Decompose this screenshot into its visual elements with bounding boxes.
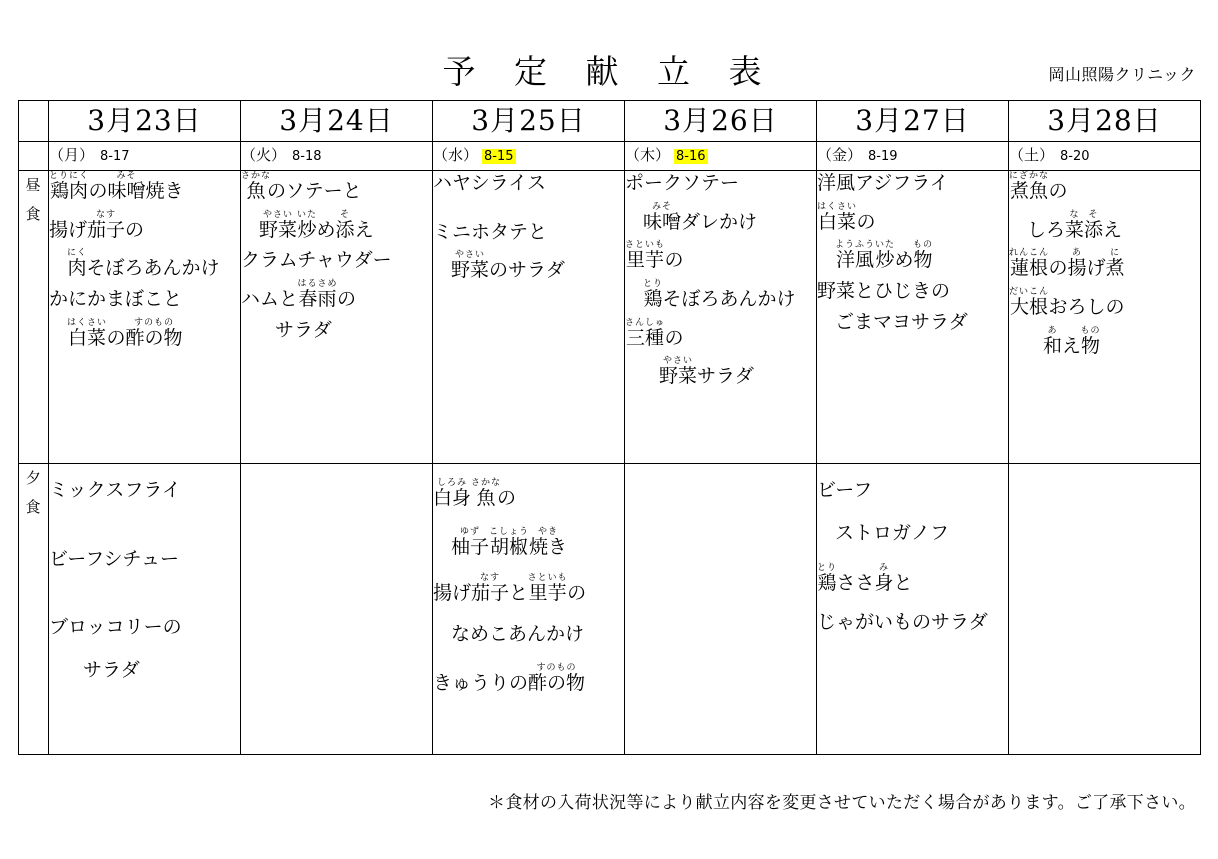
dish-item: 三種さんしゅの: [625, 317, 684, 349]
dish-item: 洋風アジフライ: [817, 172, 949, 194]
menu-table: [18, 100, 1201, 755]
dish-item: ハヤシライス: [433, 172, 547, 194]
corner-cell-2: [19, 142, 49, 171]
dish-item: ミックスフライ: [49, 479, 181, 501]
date-header-4: 3月27日: [817, 101, 1009, 142]
dish-item: 煮魚にざかなの: [1009, 171, 1068, 202]
dish-item: ブロッコリーの: [49, 616, 182, 639]
dish-item: 大根だいこんおろしの: [1009, 287, 1125, 319]
dish-item: 野菜やさい炒いため添そえ: [259, 209, 374, 241]
dow-label-3: （木）: [625, 146, 671, 164]
meal-label-lunch-1: 昼: [25, 176, 42, 194]
dow-cell-3: [625, 142, 817, 171]
dish-item: ビーフシチュー: [49, 547, 179, 570]
dow-cell-0: [49, 142, 241, 171]
dinner-cell-2: [433, 464, 625, 755]
lunch-cell-2: [433, 171, 625, 464]
dish-item: ポークソテー: [625, 172, 740, 194]
dow-label-2: （水）: [433, 146, 479, 164]
dish-item: ごまマヨサラダ: [835, 310, 968, 333]
dinner-cell-4: [817, 464, 1009, 755]
table-row-dates: [19, 101, 1201, 142]
dish-item: ハムと春雨はるさめの: [241, 279, 357, 311]
dish-item: 野菜とひじきの: [817, 280, 951, 303]
dish-item: ストロガノフ: [835, 521, 950, 544]
dish-item: かにかまぼこと: [49, 288, 183, 311]
corner-cell: [19, 101, 49, 142]
meal-label-lunch: [19, 171, 49, 464]
dinner-cell-1: [241, 464, 433, 755]
dinner-cell-3: [625, 464, 817, 755]
table-row-lunch: [19, 171, 1201, 464]
dinner-cell-5: [1009, 464, 1201, 755]
dish-item: 鶏とりささ身みと: [817, 563, 913, 595]
code-label-0: 8-17: [100, 149, 130, 164]
dish-item: きゅうりの酢の物すのもの: [433, 662, 586, 694]
dow-cell-2: [433, 142, 625, 171]
dish-item: 野菜やさいサラダ: [659, 356, 754, 388]
dow-label-0: （月）: [49, 146, 95, 164]
lunch-cell-5: [1009, 171, 1201, 464]
dish-item: なめこあんかけ: [451, 623, 585, 646]
dish-item: 白菜はくさいの: [817, 201, 876, 233]
dow-label-1: （火）: [241, 146, 287, 164]
dish-item: 鶏とりそぼろあんかけ: [643, 279, 796, 311]
dish-item: 味噌みそダレかけ: [643, 201, 758, 233]
date-header-5: 3月28日: [1009, 101, 1201, 142]
dish-item: 鶏肉とりにくの味噌みそ焼き: [49, 171, 184, 202]
dish-item: クラムチャウダー: [241, 249, 392, 272]
dish-item: 洋風ようふう炒いため物もの: [835, 240, 934, 272]
lunch-cell-4: [817, 171, 1009, 464]
code-label-4: 8-19: [868, 149, 898, 164]
dow-cell-1: [241, 142, 433, 171]
document-header: [0, 0, 1218, 91]
dish-item: 和あえ物もの: [1043, 325, 1101, 357]
page-title: 予 定 献 立 表: [442, 52, 776, 91]
dish-item: サラダ: [275, 318, 332, 341]
table-row-dinner: [19, 464, 1201, 755]
lunch-cell-1: [241, 171, 433, 464]
dish-item: ビーフ: [817, 479, 873, 501]
clinic-name: 岡山照陽クリニック: [1048, 65, 1196, 84]
dish-item: 揚げ茄子なすと里芋さといもの: [433, 573, 587, 605]
dish-item: 魚さかなのソテーと: [241, 171, 362, 202]
code-label-1: 8-18: [292, 149, 322, 164]
meal-label-dinner: [19, 464, 49, 755]
lunch-cell-0: [49, 171, 241, 464]
code-label-5: 8-20: [1060, 149, 1090, 164]
meal-label-dinner-1: 夕: [25, 469, 42, 487]
dow-cell-5: [1009, 142, 1201, 171]
dish-item: ミニホタテと: [433, 220, 548, 243]
table-row-dow: [19, 142, 1201, 171]
date-header-2: 3月25日: [433, 101, 625, 142]
meal-label-dinner-2: 食: [25, 497, 42, 516]
date-header-0: 3月23日: [49, 101, 241, 142]
dish-item: 白菜はくさいの酢の物すのもの: [67, 317, 183, 349]
code-label-3: 8-16: [676, 149, 706, 164]
dish-item: 肉にくそぼろあんかけ: [67, 248, 220, 280]
footnote: ＊食材の入荷状況等により献立内容を変更させていただく場合があります。ご了承下さい。: [488, 793, 1196, 813]
code-label-2: 8-15: [484, 149, 514, 164]
lunch-cell-3: [625, 171, 817, 464]
dish-item: 柚子ゆず胡椒こしょう焼きやき: [451, 526, 568, 558]
date-header-3: 3月26日: [625, 101, 817, 142]
dinner-cell-0: [49, 464, 241, 755]
dish-item: 里芋さといもの: [625, 240, 684, 272]
dow-label-4: （金）: [817, 146, 863, 164]
dish-item: 白身しろみ魚さかなの: [433, 478, 517, 509]
dish-item: じゃがいものサラダ: [817, 611, 988, 634]
dow-label-5: （土）: [1009, 146, 1055, 164]
dish-item: サラダ: [83, 659, 140, 682]
dish-item: 揚げ茄子なすの: [49, 209, 145, 241]
dish-item: しろ菜な添そえ: [1027, 209, 1123, 241]
dish-item: 蓮根れんこんの揚あげ煮に: [1009, 248, 1125, 280]
dow-cell-4: [817, 142, 1009, 171]
dish-item: 野菜やさいのサラダ: [451, 250, 565, 282]
date-header-1: 3月24日: [241, 101, 433, 142]
meal-label-lunch-2: 食: [25, 204, 42, 223]
